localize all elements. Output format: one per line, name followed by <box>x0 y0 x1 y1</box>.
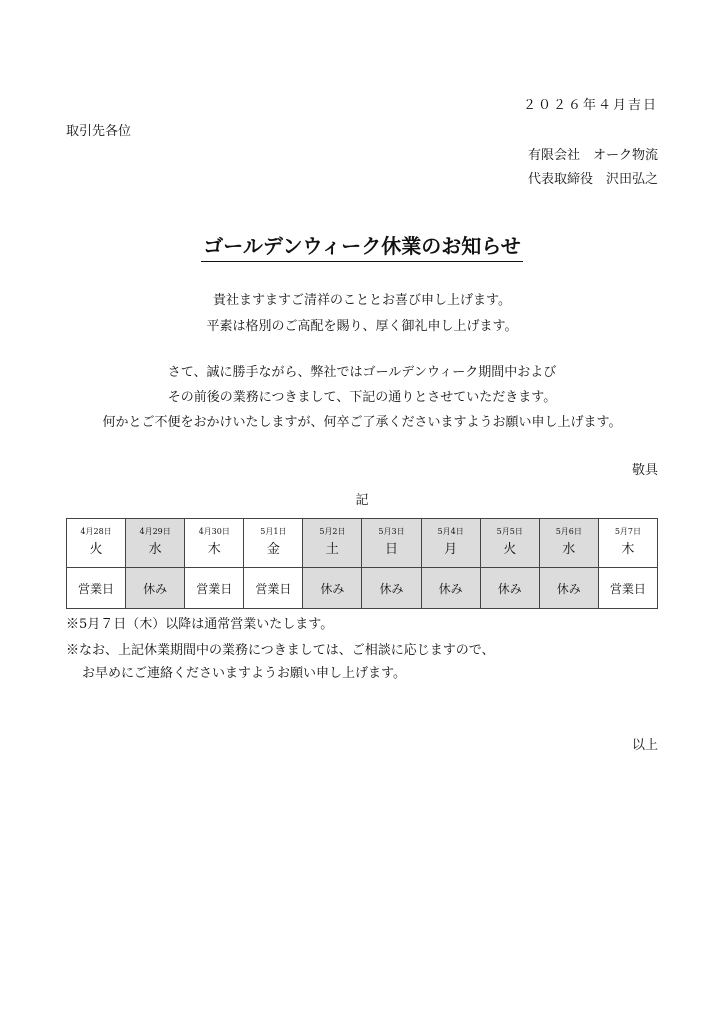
schedule-weekday: 水 <box>148 542 162 557</box>
schedule-weekday: 水 <box>562 542 576 557</box>
schedule-weekday: 土 <box>325 542 339 557</box>
schedule-weekday: 金 <box>266 542 280 557</box>
schedule-weekday: 木 <box>207 542 221 557</box>
schedule-status: 休み <box>362 568 421 609</box>
schedule-status: 休み <box>539 568 598 609</box>
greeting-line: 貴社ますますご清祥のこととお喜び申し上げます。 <box>213 293 511 308</box>
note-line: ※5月７日（木）以降は通常営業いたします。 <box>66 617 334 632</box>
schedule-date: 5月5日 <box>496 527 523 536</box>
schedule-day-cell <box>362 519 421 568</box>
schedule-status: 営業日 <box>598 568 657 609</box>
schedule-date: 4月29日 <box>139 527 171 536</box>
schedule-date: 4月30日 <box>198 527 230 536</box>
schedule-status: 営業日 <box>185 568 244 609</box>
schedule-day-cell <box>126 519 185 568</box>
schedule-day-cell <box>185 519 244 568</box>
schedule-date: 5月3日 <box>378 527 405 536</box>
schedule-day-cell <box>67 519 126 568</box>
schedule-status: 営業日 <box>67 568 126 609</box>
body-line: その前後の業務につきまして、下記の通りとさせていただきます。 <box>167 390 557 405</box>
ki-heading: 記 <box>355 493 369 508</box>
schedule-status: 休み <box>480 568 539 609</box>
schedule-date: 5月1日 <box>260 527 287 536</box>
sender-company: 有限会社 オーク物流 <box>527 148 658 163</box>
body-line: さて、誠に勝手ながら、弊社ではゴールデンウィーク期間中および <box>167 365 557 380</box>
schedule-weekday: 火 <box>89 542 103 557</box>
end-mark: 以上 <box>631 738 658 753</box>
schedule-day-cell <box>244 519 303 568</box>
schedule-status: 休み <box>303 568 362 609</box>
schedule-day-cell <box>539 519 598 568</box>
schedule-day-cell <box>303 519 362 568</box>
schedule-day-cell <box>421 519 480 568</box>
schedule-date: 5月6日 <box>555 527 582 536</box>
schedule-weekday: 月 <box>444 542 458 557</box>
schedule-date: 5月2日 <box>319 527 346 536</box>
sender-representative: 代表取締役 沢田弘之 <box>527 172 658 187</box>
note-line: ※なお、上記休業期間中の業務につきましては、ご相談に応じますので、 <box>66 643 495 658</box>
closing-word: 敬具 <box>631 463 658 478</box>
schedule-status: 休み <box>421 568 480 609</box>
schedule-status: 営業日 <box>244 568 303 609</box>
schedule-status-row <box>67 568 658 609</box>
greeting-line: 平素は格別のご高配を賜り、厚く御礼申し上げます。 <box>206 319 518 334</box>
notice-title: ゴールデンウィーク休業のお知らせ <box>201 234 522 262</box>
note-line: お早めにご連絡くださいますようお願い申し上げます。 <box>82 666 406 681</box>
schedule-date: 5月4日 <box>437 527 464 536</box>
schedule-day-cell <box>598 519 657 568</box>
schedule-weekday: 日 <box>385 542 399 557</box>
notice-title-block <box>0 230 724 259</box>
body-line: 何かとご不便をおかけいたしますが、何卒ご了承くださいますようお願い申し上げます。 <box>102 415 622 430</box>
schedule-weekday: 木 <box>621 542 635 557</box>
schedule-status: 休み <box>126 568 185 609</box>
schedule-weekday: 火 <box>503 542 517 557</box>
schedule-date: 5月7日 <box>614 527 642 536</box>
schedule-day-cell <box>480 519 539 568</box>
document-date: ２０２６年４月吉日 <box>522 98 658 113</box>
schedule-date-row <box>67 519 658 568</box>
schedule-date: 4月28日 <box>80 527 112 536</box>
holiday-schedule-table <box>66 518 658 609</box>
recipient-line: 取引先各位 <box>66 124 132 139</box>
